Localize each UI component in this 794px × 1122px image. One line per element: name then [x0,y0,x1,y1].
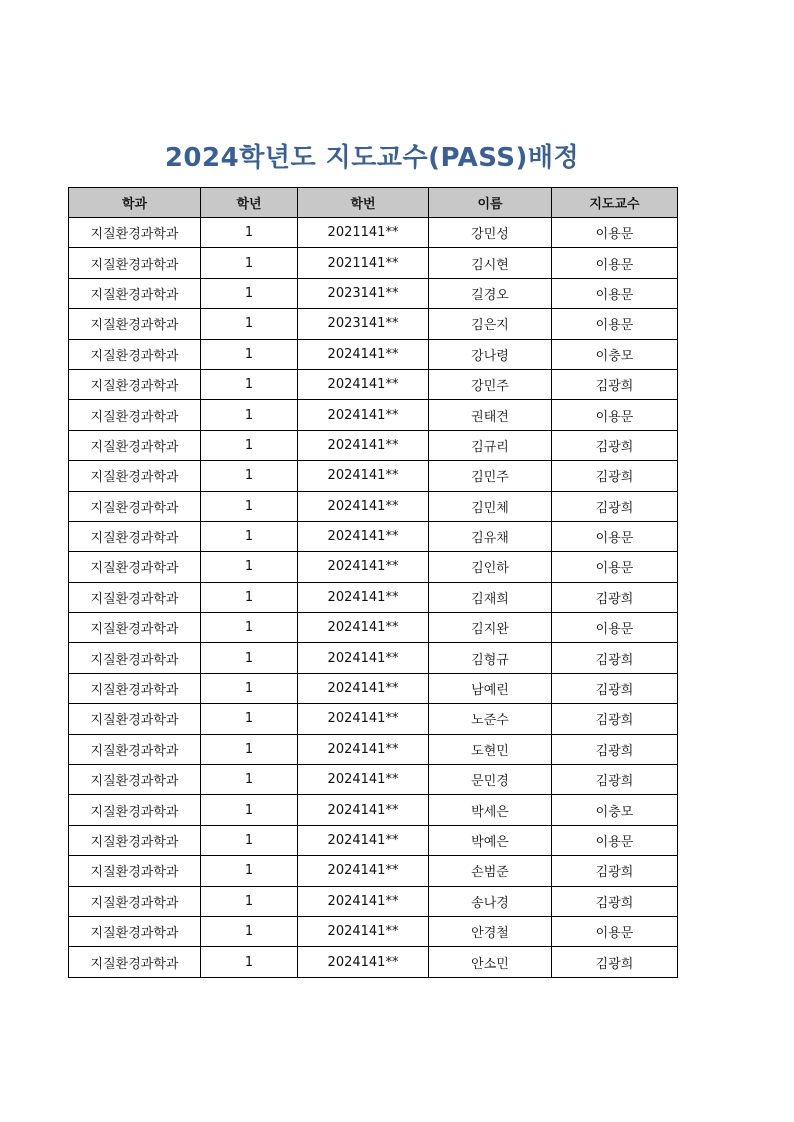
table-row [69,339,678,369]
cell-department: 지질환경과학과 [69,278,201,308]
table-row [69,582,678,612]
cell-department: 지질환경과학과 [69,916,201,946]
cell-name: 김시현 [429,248,552,278]
cell-department: 지질환경과학과 [69,673,201,703]
cell-advisor: 이용문 [552,248,678,278]
cell-year: 1 [201,218,298,248]
table-row [69,369,678,399]
table-body [69,218,678,978]
cell-advisor: 이용문 [552,278,678,308]
cell-advisor: 이용문 [552,521,678,551]
cell-student-id: 2021141** [298,248,429,278]
cell-name: 남예린 [429,673,552,703]
cell-department: 지질환경과학과 [69,734,201,764]
cell-year: 1 [201,278,298,308]
cell-department: 지질환경과학과 [69,704,201,734]
table-row [69,491,678,521]
cell-department: 지질환경과학과 [69,461,201,491]
cell-department: 지질환경과학과 [69,339,201,369]
cell-department: 지질환경과학과 [69,248,201,278]
cell-department: 지질환경과학과 [69,947,201,977]
cell-department: 지질환경과학과 [69,400,201,430]
page-title: 2024학년도 지도교수(PASS)배정 [164,143,580,173]
cell-advisor: 김광희 [552,765,678,795]
advisor-assignment-table [68,187,678,978]
cell-department: 지질환경과학과 [69,856,201,886]
table-row [69,704,678,734]
table-row [69,461,678,491]
table-row [69,734,678,764]
cell-name: 강민주 [429,369,552,399]
cell-department: 지질환경과학과 [69,552,201,582]
cell-student-id: 2024141** [298,825,429,855]
cell-name: 도현민 [429,734,552,764]
cell-year: 1 [201,916,298,946]
cell-department: 지질환경과학과 [69,309,201,339]
cell-year: 1 [201,582,298,612]
cell-department: 지질환경과학과 [69,430,201,460]
cell-student-id: 2024141** [298,643,429,673]
cell-name: 안경철 [429,916,552,946]
cell-student-id: 2024141** [298,582,429,612]
cell-name: 김민체 [429,491,552,521]
cell-student-id: 2024141** [298,704,429,734]
cell-advisor: 이충모 [552,339,678,369]
table-row [69,673,678,703]
header-department: 학과 [69,188,201,218]
header-name: 이름 [429,188,552,218]
table-row [69,400,678,430]
cell-year: 1 [201,643,298,673]
cell-name: 김지완 [429,613,552,643]
cell-advisor: 김광희 [552,886,678,916]
cell-year: 1 [201,369,298,399]
cell-year: 1 [201,430,298,460]
cell-name: 권태견 [429,400,552,430]
cell-student-id: 2024141** [298,430,429,460]
cell-name: 강민성 [429,218,552,248]
table-row [69,521,678,551]
cell-name: 김유채 [429,521,552,551]
cell-student-id: 2024141** [298,339,429,369]
table-row [69,795,678,825]
table-row [69,886,678,916]
cell-advisor: 이충모 [552,795,678,825]
cell-advisor: 김광희 [552,734,678,764]
cell-student-id: 2023141** [298,309,429,339]
cell-year: 1 [201,947,298,977]
cell-department: 지질환경과학과 [69,521,201,551]
table-row [69,218,678,248]
cell-year: 1 [201,765,298,795]
cell-student-id: 2024141** [298,521,429,551]
cell-year: 1 [201,795,298,825]
cell-name: 박세은 [429,795,552,825]
cell-department: 지질환경과학과 [69,491,201,521]
cell-student-id: 2024141** [298,765,429,795]
cell-department: 지질환경과학과 [69,643,201,673]
cell-advisor: 김광희 [552,856,678,886]
cell-advisor: 이용문 [552,825,678,855]
cell-student-id: 2024141** [298,734,429,764]
cell-year: 1 [201,521,298,551]
cell-year: 1 [201,613,298,643]
cell-year: 1 [201,825,298,855]
cell-advisor: 이용문 [552,218,678,248]
table-row [69,947,678,977]
cell-advisor: 이용문 [552,400,678,430]
header-advisor: 지도교수 [552,188,678,218]
cell-name: 손범준 [429,856,552,886]
table-row [69,278,678,308]
table-row [69,309,678,339]
cell-department: 지질환경과학과 [69,613,201,643]
cell-advisor: 김광희 [552,430,678,460]
cell-name: 김인하 [429,552,552,582]
table-row [69,856,678,886]
cell-name: 강나령 [429,339,552,369]
cell-student-id: 2024141** [298,856,429,886]
cell-name: 길경오 [429,278,552,308]
cell-department: 지질환경과학과 [69,886,201,916]
cell-name: 김재희 [429,582,552,612]
table-header [69,188,678,218]
cell-year: 1 [201,734,298,764]
cell-advisor: 김광희 [552,461,678,491]
cell-year: 1 [201,461,298,491]
cell-department: 지질환경과학과 [69,825,201,855]
cell-department: 지질환경과학과 [69,369,201,399]
cell-student-id: 2023141** [298,278,429,308]
cell-advisor: 이용문 [552,916,678,946]
cell-name: 박예은 [429,825,552,855]
cell-advisor: 김광희 [552,673,678,703]
cell-year: 1 [201,704,298,734]
cell-advisor: 이용문 [552,552,678,582]
cell-year: 1 [201,552,298,582]
cell-name: 송나경 [429,886,552,916]
table-row [69,613,678,643]
cell-student-id: 2024141** [298,947,429,977]
table-row [69,552,678,582]
cell-name: 김형규 [429,643,552,673]
header-year: 학년 [201,188,298,218]
cell-department: 지질환경과학과 [69,765,201,795]
cell-student-id: 2024141** [298,491,429,521]
cell-name: 김규리 [429,430,552,460]
cell-advisor: 이용문 [552,309,678,339]
cell-advisor: 김광희 [552,491,678,521]
cell-department: 지질환경과학과 [69,218,201,248]
table-row [69,916,678,946]
cell-advisor: 김광희 [552,643,678,673]
cell-advisor: 김광희 [552,582,678,612]
cell-student-id: 2024141** [298,795,429,825]
cell-student-id: 2024141** [298,400,429,430]
cell-name: 문민경 [429,765,552,795]
cell-year: 1 [201,309,298,339]
cell-year: 1 [201,400,298,430]
cell-name: 김민주 [429,461,552,491]
cell-advisor: 김광희 [552,704,678,734]
table-row [69,765,678,795]
cell-department: 지질환경과학과 [69,582,201,612]
table-row [69,825,678,855]
cell-name: 안소민 [429,947,552,977]
header-row [69,188,678,218]
cell-year: 1 [201,491,298,521]
cell-advisor: 김광희 [552,947,678,977]
cell-year: 1 [201,248,298,278]
cell-name: 노준수 [429,704,552,734]
table-row [69,248,678,278]
table-row [69,430,678,460]
cell-student-id: 2024141** [298,613,429,643]
cell-student-id: 2024141** [298,916,429,946]
cell-advisor: 김광희 [552,369,678,399]
header-student-id: 학번 [298,188,429,218]
cell-name: 김은지 [429,309,552,339]
table-row [69,643,678,673]
cell-year: 1 [201,339,298,369]
cell-student-id: 2024141** [298,552,429,582]
cell-student-id: 2024141** [298,673,429,703]
cell-student-id: 2024141** [298,461,429,491]
cell-student-id: 2024141** [298,369,429,399]
cell-department: 지질환경과학과 [69,795,201,825]
cell-year: 1 [201,886,298,916]
cell-student-id: 2024141** [298,886,429,916]
cell-advisor: 이용문 [552,613,678,643]
cell-student-id: 2021141** [298,218,429,248]
cell-year: 1 [201,856,298,886]
cell-year: 1 [201,673,298,703]
